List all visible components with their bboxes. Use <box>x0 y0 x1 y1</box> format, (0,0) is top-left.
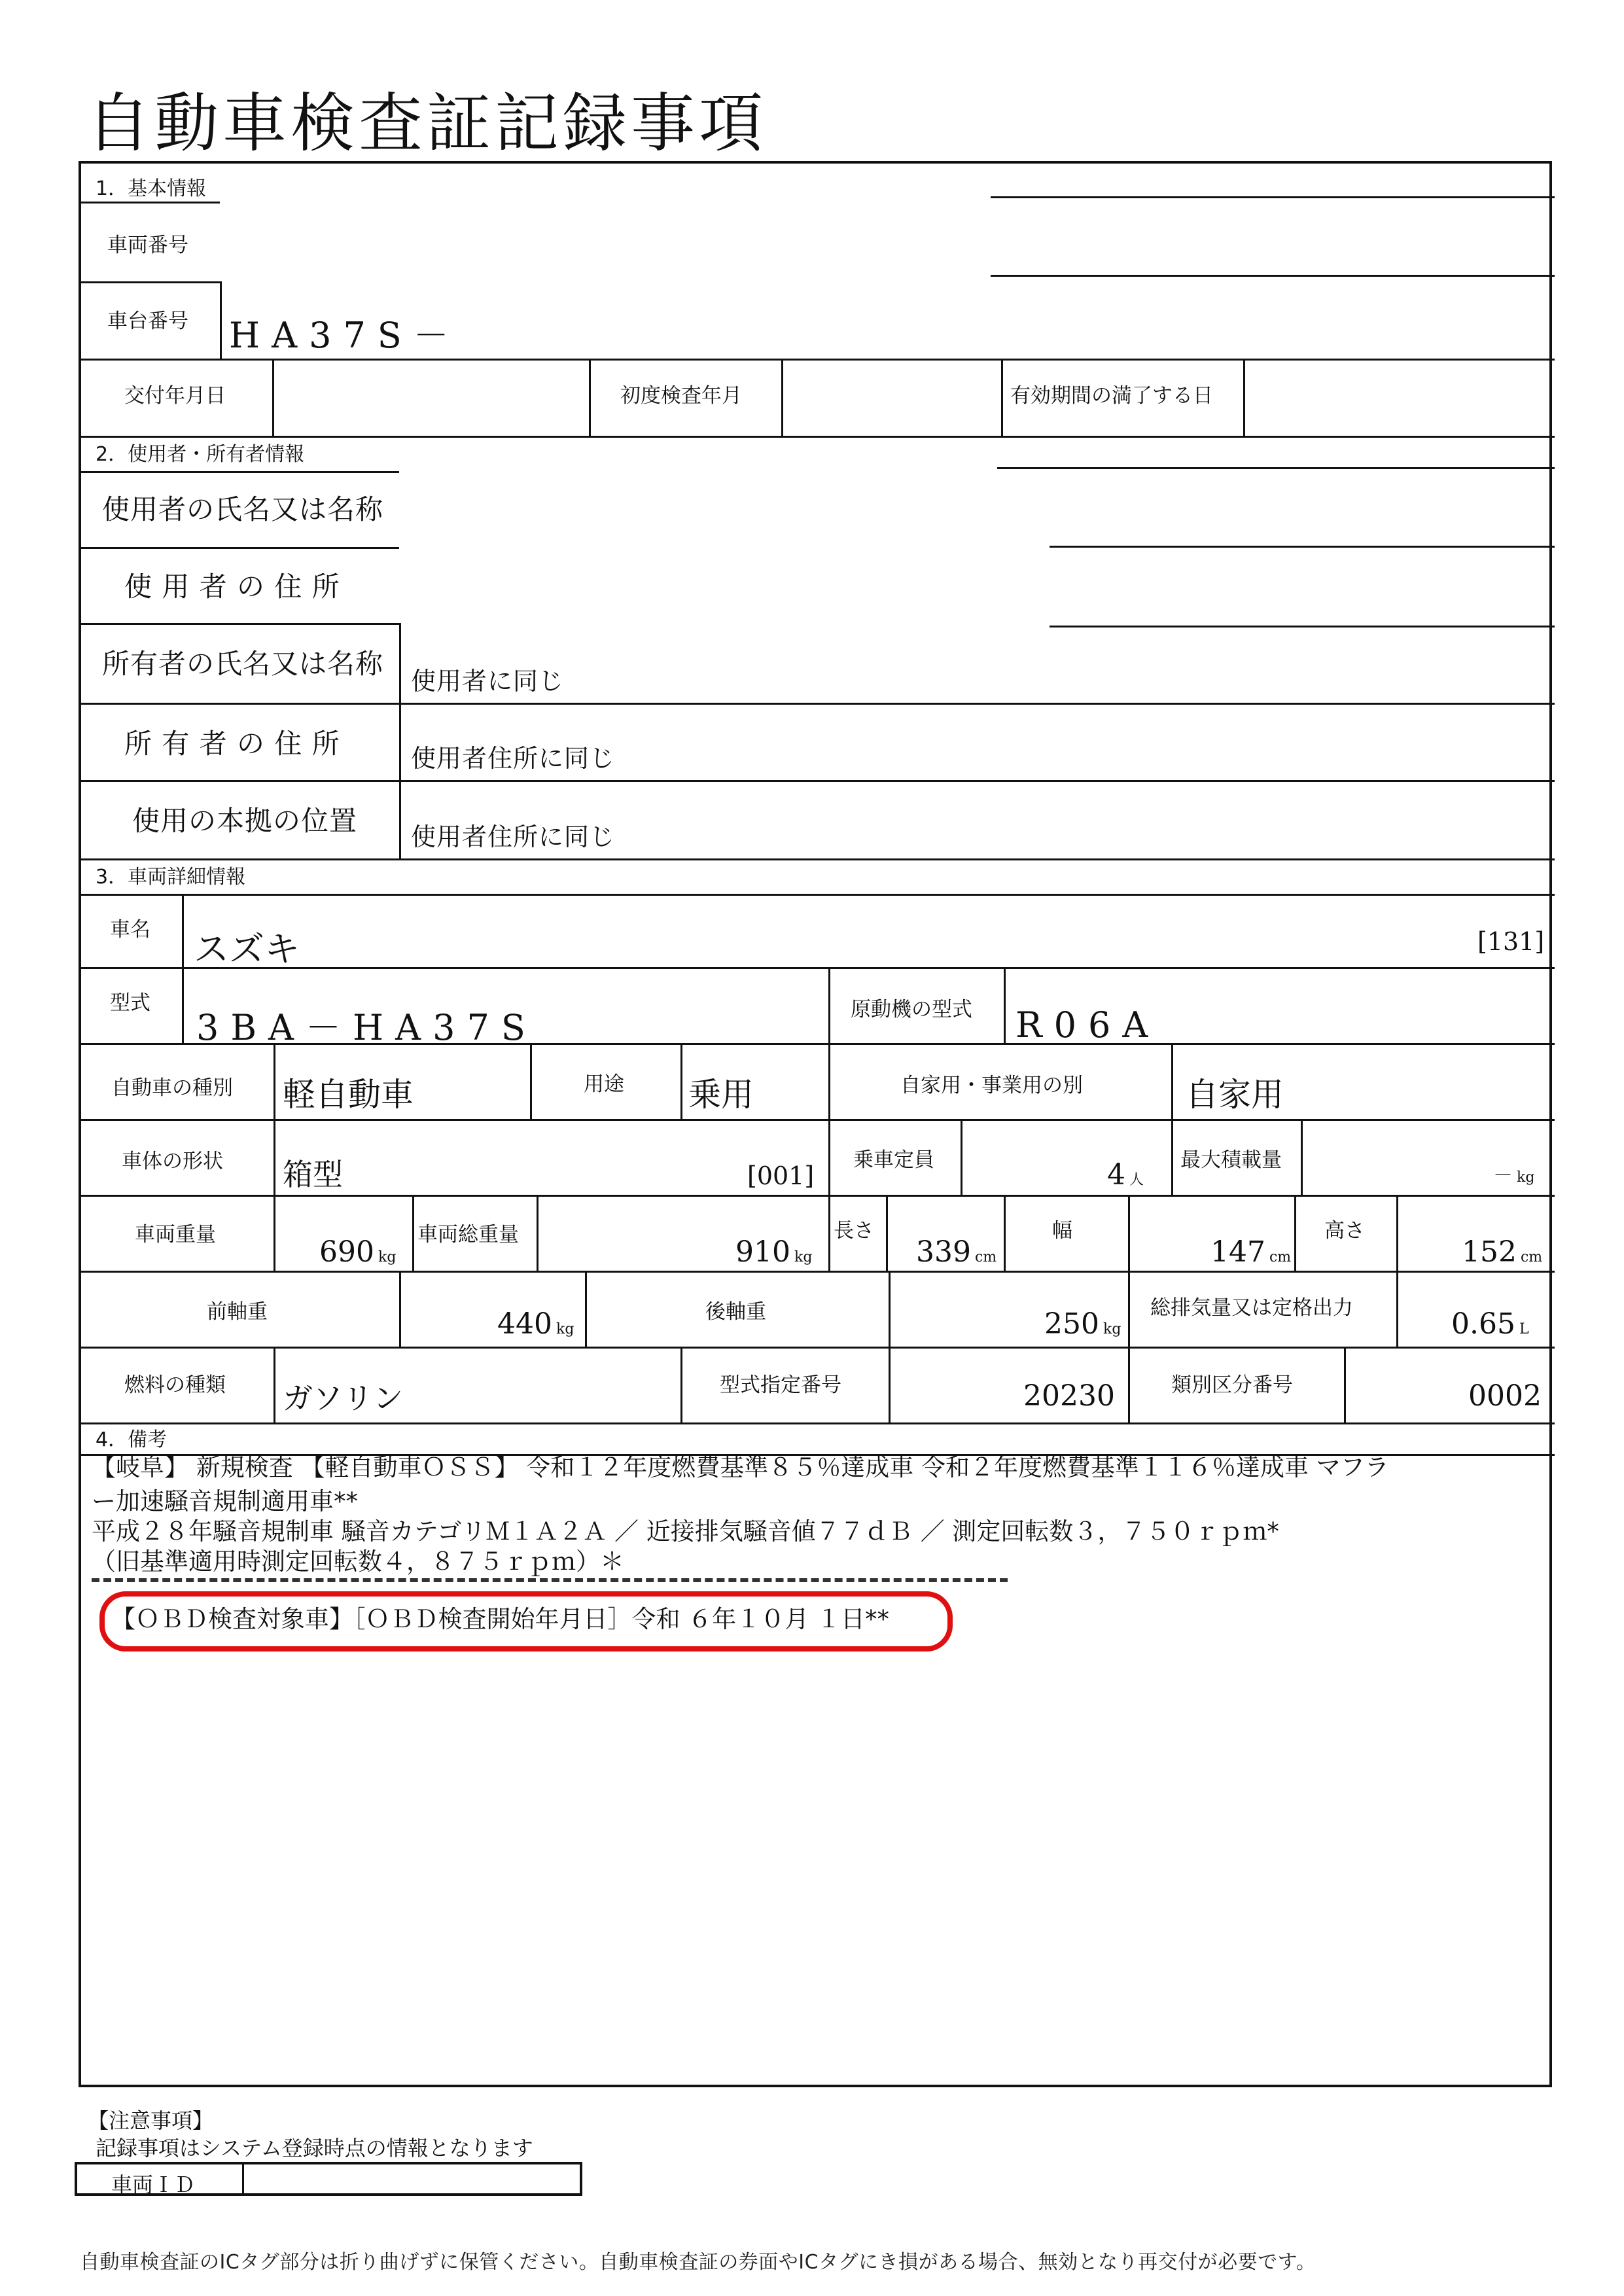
section-4-heading: 4．備考 <box>96 1428 168 1451</box>
base-location-value: 使用者住所に同じ <box>411 822 616 851</box>
remark-line-4: （旧基準適用時測定回転数４，８７５ｒｐｍ）＊ <box>92 1547 624 1576</box>
vehicle-weight-value: 690 kg <box>319 1235 397 1269</box>
vehicle-weight-label: 車両重量 <box>135 1223 216 1246</box>
owner-name-label: 所有者の氏名又は名称 <box>102 648 384 680</box>
length-value: 339 cm <box>916 1235 997 1269</box>
body-shape-label: 車体の形状 <box>122 1150 223 1173</box>
vehicle-id-label: 車両ＩＤ <box>111 2172 196 2197</box>
cutoff-line <box>92 1578 1008 1591</box>
document-frame <box>79 161 1552 2087</box>
issue-date-label: 交付年月日 <box>124 384 226 408</box>
use-value: 乗用 <box>688 1076 754 1114</box>
engine-model-label: 原動機の型式 <box>851 998 972 1021</box>
gross-weight-label: 車両総重量 <box>417 1223 519 1246</box>
owner-address-value: 使用者住所に同じ <box>411 744 616 773</box>
rear-axle-value: 250 kg <box>1044 1307 1121 1341</box>
remark-line-1: 【岐阜】 新規検査 【軽自動車ＯＳＳ】 令和１２年度燃費基準８５％達成車 令和２年度燃費基準１１６％達成車 マフラ <box>92 1453 1389 1481</box>
vehicle-type-label: 自動車の種別 <box>111 1076 233 1100</box>
displacement-label: 総排気量又は定格出力 <box>1150 1296 1353 1320</box>
length-label: 長さ <box>834 1219 874 1243</box>
capacity-value: 4 人 <box>1107 1158 1144 1192</box>
private-business-value: 自家用 <box>1186 1076 1284 1114</box>
page-title: 自動車検査証記録事項 <box>86 86 768 161</box>
front-axle-value: 440 kg <box>497 1307 574 1341</box>
remark-line-2: ー加速騒音規制適用車** <box>92 1487 358 1515</box>
capacity-label: 乗車定員 <box>853 1148 934 1172</box>
fuel-type-value: ガソリン <box>283 1381 403 1416</box>
caution-heading: 【注意事項】 <box>88 2108 214 2133</box>
width-value: 147 cm <box>1210 1235 1292 1269</box>
model-value: 3BA－HA37S <box>196 1007 537 1048</box>
rear-axle-label: 後軸重 <box>705 1300 766 1324</box>
front-axle-label: 前軸重 <box>207 1300 268 1324</box>
car-name-label: 車名 <box>110 918 150 942</box>
max-load-value: － kg <box>1493 1164 1535 1187</box>
displacement-value: 0.65 L <box>1451 1307 1529 1341</box>
bottom-note: 自動車検査証のICタグ部分は折り曲げずに保管ください。自動車検査証の券面やICタグにき損がある場合、無効となり再交付が必要です。 <box>80 2251 1316 2274</box>
owner-address-label: 所 有 者 の 住 所 <box>124 728 340 760</box>
private-business-label: 自家用・事業用の別 <box>900 1074 1083 1097</box>
first-registration-label: 初度検査年月 <box>620 384 742 408</box>
height-label: 高さ <box>1324 1219 1365 1243</box>
caution-text: 記録事項はシステム登録時点の情報となります <box>96 2136 533 2161</box>
body-shape-value: 箱型 <box>283 1157 343 1192</box>
engine-model-value: R06A <box>1015 1004 1160 1046</box>
body-shape-code: [001] <box>747 1161 815 1190</box>
vehicle-type-value: 軽自動車 <box>283 1076 414 1114</box>
gross-weight-value: 910 kg <box>735 1235 813 1269</box>
max-load-label: 最大積載量 <box>1180 1148 1282 1172</box>
model-designation-label: 型式指定番号 <box>720 1373 841 1397</box>
vehicle-id-box <box>75 2162 582 2196</box>
section-3-heading: 3．車両詳細情報 <box>96 866 246 889</box>
remark-line-5: 【ＯＢＤ検査対象車】［ＯＢＤ検査開始年月日］令和 ６年１０月 １日** <box>111 1605 890 1633</box>
expiry-date-label: 有効期間の満了する日 <box>1010 384 1213 408</box>
chassis-number-value: HA37S－ <box>229 315 461 356</box>
height-value: 152 cm <box>1462 1235 1543 1269</box>
user-address-label: 使 用 者 の 住 所 <box>124 571 340 603</box>
class-number-label: 類別区分番号 <box>1171 1373 1293 1397</box>
car-name-code: [131] <box>1477 927 1545 956</box>
section-2-heading: 2．使用者・所有者情報 <box>96 443 305 466</box>
vehicle-number-label: 車両番号 <box>107 234 188 257</box>
user-name-label: 使用者の氏名又は名称 <box>102 493 384 525</box>
width-label: 幅 <box>1052 1219 1072 1243</box>
use-label: 用途 <box>584 1072 624 1096</box>
model-designation-value: 20230 <box>1023 1379 1115 1413</box>
section-1-heading: 1．基本情報 <box>96 177 207 200</box>
class-number-value: 0002 <box>1468 1379 1542 1413</box>
model-label: 型式 <box>110 991 150 1015</box>
car-name-value: スズキ <box>194 928 300 970</box>
fuel-type-label: 燃料の種類 <box>124 1373 226 1397</box>
remark-line-3: 平成２８年騒音規制車 騒音カテゴリＭ１Ａ２Ａ ／ 近接排気騒音値７７ｄＢ ／ 測定回転数３，７５０ｒｐｍ* <box>92 1517 1279 1545</box>
highlight-box <box>99 1591 953 1651</box>
chassis-number-label: 車台番号 <box>107 309 188 333</box>
owner-name-value: 使用者に同じ <box>411 667 565 696</box>
base-location-label: 使用の本拠の位置 <box>132 805 358 837</box>
